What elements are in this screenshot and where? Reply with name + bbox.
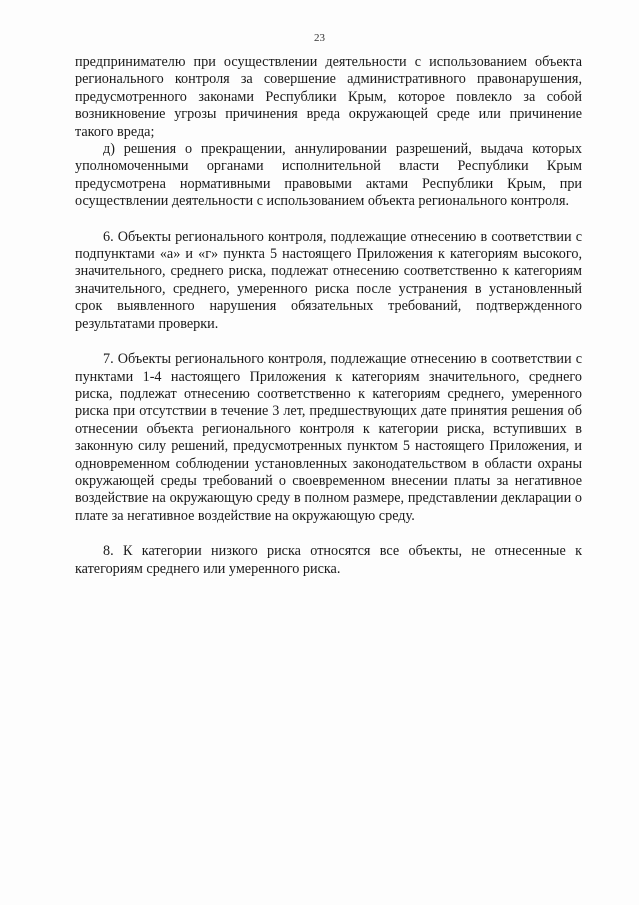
page-number: 23 xyxy=(314,32,325,44)
paragraph-item-8: 8. К категории низкого риска относятся все объекты, не отнесенные к категориям среднего или умеренного риска. xyxy=(75,543,582,577)
paragraph-continuation: предпринимателю при осуществлении деятельности с использованием объекта регионального контроля за совершение административного правонарушения, предусмотренного законами Республики Крым, которое повлекло за собой возникновение угрозы причинения вреда окружающей среде или причинение такого вреда; xyxy=(75,54,582,140)
paragraph-item-7: 7. Объекты регионального контроля, подлежащие отнесению в соответствии с пунктами 1-4 настоящего Приложения к категориям значительного, среднего риска, подлежат отнесению соответственно к категориям среднего, умеренного риска при отсутствии в течение 3 лет, предшествующих дате принятия решения об отнесении объекта регионального контроля к категории риска, вступивших в законную силу решений, предусмотренных пунктом 5 настоящего Приложения, и одновременном соблюдении установленных законодательством в области охраны окружающей среды требований о своевременном внесении платы за негативное воздействие на окружающую среду в полном размере, представлении декларации о плате за негативное воздействие на окружающую среду. xyxy=(75,351,582,524)
paragraph-subitem-d: д) решения о прекращении, аннулировании разрешений, выдача которых уполномоченными органами исполнительной власти Республики Крым предусмотрена нормативными правовыми актами Республики Крым, при осуществлении деятельности с использованием объекта регионального контроля. xyxy=(75,141,582,210)
document-body xyxy=(75,54,582,578)
paragraph-item-6: 6. Объекты регионального контроля, подлежащие отнесению в соответствии с подпунктами «а» и «г» пункта 5 настоящего Приложения к категориям высокого, значительного, среднего риска, подлежат отнесению соответственно к категориям значительного, среднего, умеренного риска после устранения в установленный срок выявленного нарушения обязательных требований, подтвержденного результатами проверки. xyxy=(75,228,582,332)
